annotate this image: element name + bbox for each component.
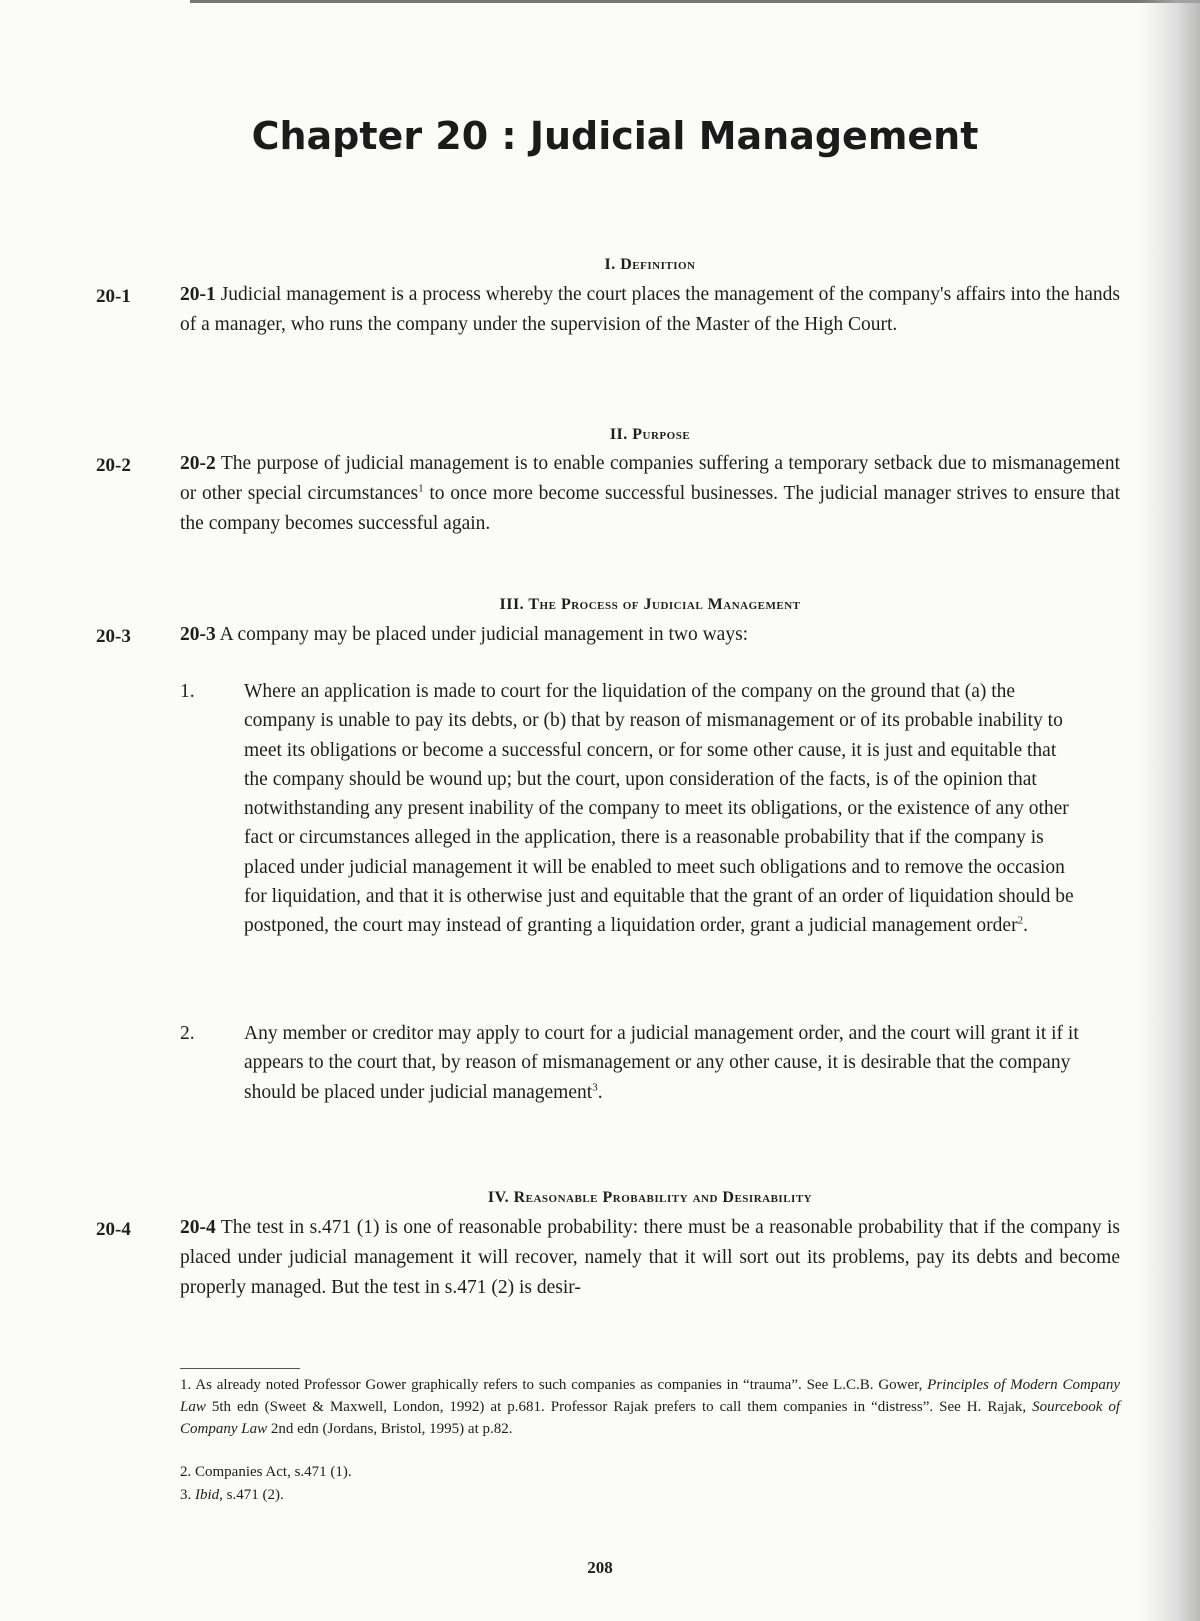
- section-heading-definition: I. Definition: [604, 256, 696, 273]
- footnote-1: [180, 1374, 1120, 1440]
- margin-number: 20-3: [96, 626, 131, 647]
- margin-number: 20-2: [96, 455, 131, 476]
- paragraph-text: to once more become successful businesses. The judicial manager strives to ensure that the company becomes successful again.: [180, 483, 1120, 534]
- paragraph-text: A company may be placed under judicial management in two ways:: [219, 624, 749, 645]
- page-number: 208: [587, 1558, 613, 1577]
- footnote-ibid: Ibid: [195, 1487, 220, 1503]
- paragraph-20-2: [180, 449, 1120, 539]
- list-item-text: [244, 1019, 1084, 1107]
- footnote-text: , s.471 (2).: [219, 1487, 284, 1503]
- footnote-ref: 2: [1017, 914, 1024, 927]
- top-rule: [190, 0, 1200, 3]
- paragraph-number: 20-1: [180, 284, 216, 305]
- paragraph-text: The purpose of judicial management is to enable companies suffering a temporary setback due to mismanagement or other special circumstances: [180, 453, 1120, 504]
- footnote-rule: [180, 1368, 300, 1369]
- footnote-2: 2. Companies Act, s.471 (1).: [180, 1464, 352, 1480]
- margin-number: 20-1: [96, 286, 131, 307]
- list-item-number: 1.: [180, 681, 195, 702]
- footnote-text: 2nd edn (Jordans, Bristol, 1995) at p.82.: [267, 1421, 513, 1437]
- list-item-end: .: [1023, 915, 1028, 937]
- list-item-body: Where an application is made to court for the liquidation of the company on the ground that (a) the company is unable to pay its debts, or (b) that by reason of mismanagement or of its probable inability to meet its obligations or become a successful concern, or for some other cause, it is just and equitable that the company should be wound up; but the court, upon consideration of the facts, is of the opinion that notwithstanding any present inability of the company to meet its obligations, or the existence of any other fact or circumstances alleged in the application, there is a reasonable probability that if the company is placed under judicial management it will be enabled to meet such obligations and to remove the occasion for liquidation, and that it is otherwise just and equitable that the grant of an order of liquidation should be postponed, the court may instead of granting a liquidation order, grant a judicial management order: [244, 681, 1074, 937]
- footnote-ref: 3: [592, 1081, 598, 1094]
- chapter-title: Chapter 20 : Judicial Management: [251, 114, 979, 158]
- footnote-book-title: Principles of Modern Company Law: [180, 1377, 1121, 1415]
- paragraph-text: The test in s.471 (1) is one of reasonable probability: there must be a reasonable probability that if the company is placed under judicial management it will recover, namely that it will sort out its problems, pay its debts and become properly managed. But the test in s.471 (2) is desir-: [180, 1217, 1120, 1298]
- footnote-text: 3.: [180, 1487, 195, 1503]
- section-heading-purpose: II. Purpose: [609, 426, 691, 443]
- margin-number: 20-4: [96, 1219, 131, 1240]
- footnote-ref: 1: [418, 482, 424, 495]
- paragraph-text: Judicial management is a process whereby the court places the management of the company's affairs into the hands of a manager, who runs the company under the supervision of the Master of the High Court.: [180, 284, 1121, 335]
- paragraph-number: 20-4: [180, 1217, 216, 1238]
- list-item-body: Any member or creditor may apply to court for a judicial management order, and the court will grant it if it appears to the court that, by reason of mismanagement or any other cause, it is desirable that the company should be placed under judicial management: [244, 1023, 1079, 1103]
- list-item-text: [244, 677, 1084, 941]
- paragraph-20-4: [180, 1213, 1120, 1303]
- scan-edge-shadow: [1140, 0, 1200, 1621]
- paragraph-20-3: [180, 620, 1120, 650]
- list-item-end: .: [597, 1081, 603, 1103]
- list-item-number: 2.: [180, 1023, 195, 1044]
- footnote-book-title: Sourcebook of Company Law: [180, 1399, 1121, 1437]
- section-heading-process: III. The Process of Judicial Management: [499, 596, 801, 613]
- footnote-text: 5th edn (Sweet & Maxwell, London, 1992) at p.681. Professor Rajak prefers to call them companies in “distress”. See H. Rajak,: [205, 1399, 1033, 1415]
- footnote-text: 1. As already noted Professor Gower graphically refers to such companies as companies in “trauma”. See L.C.B. Gower,: [180, 1377, 928, 1393]
- paragraph-20-1: [180, 280, 1120, 340]
- paragraph-number: 20-3: [180, 624, 216, 645]
- footnote-3: [180, 1484, 1120, 1506]
- paragraph-number: 20-2: [180, 453, 216, 474]
- section-heading-reasonable-probability: IV. Reasonable Probability and Desirability: [487, 1189, 813, 1206]
